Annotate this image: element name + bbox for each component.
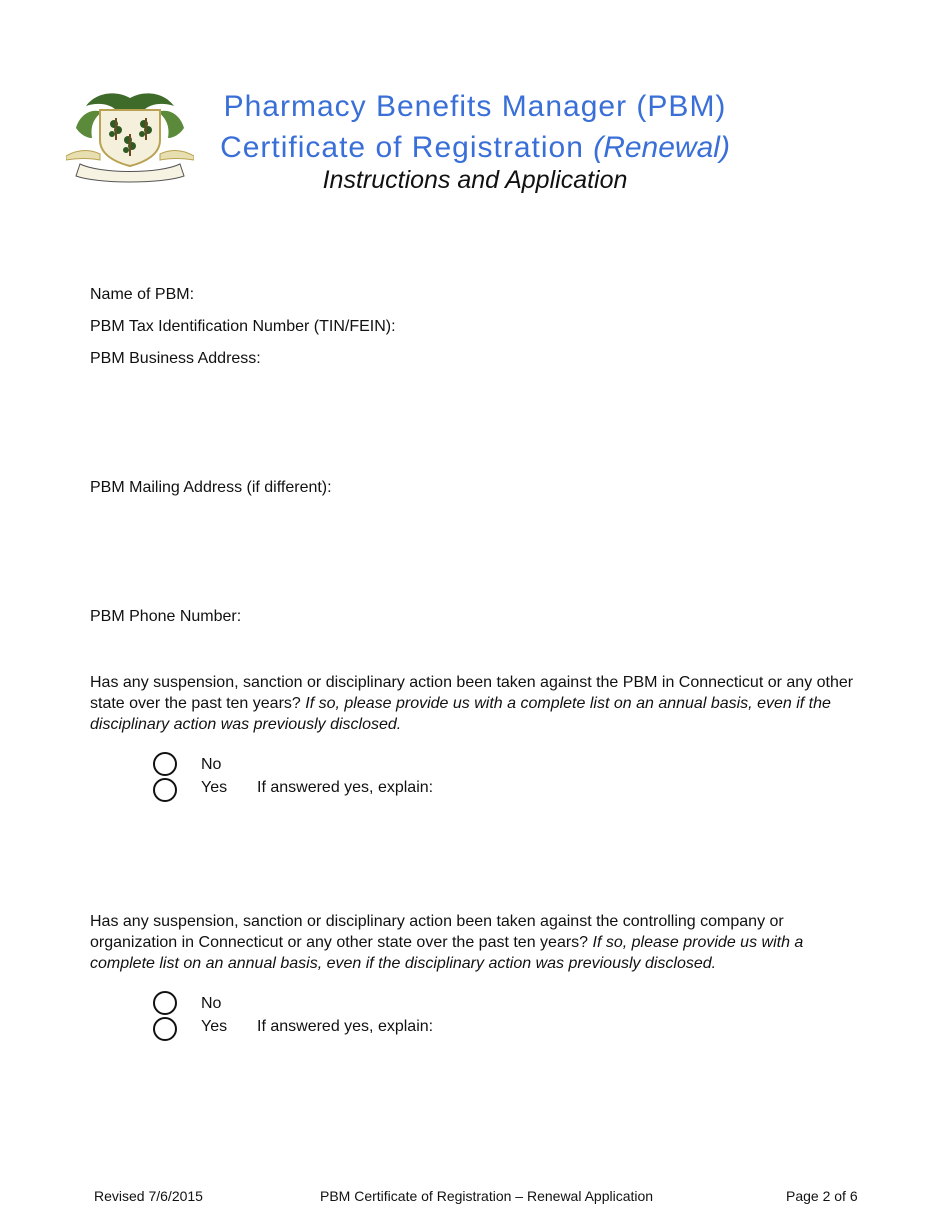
question-text: Has any suspension, sanction or disciplinary action been taken against the PBM in Connecticut or any other state over the past ten years? bbox=[90, 674, 854, 712]
title-line-2: Certificate of Registration bbox=[220, 131, 584, 164]
form-title-line-2 bbox=[190, 129, 760, 167]
title-line-1: Pharmacy Benefits Manager (PBM) bbox=[223, 90, 727, 123]
pbm-name-label: Name of PBM: bbox=[90, 286, 195, 303]
q2-explain-label: If answered yes, explain: bbox=[257, 1018, 434, 1035]
pbm-phone-label: PBM Phone Number: bbox=[90, 608, 242, 625]
footer-page-number: Page 2 of 6 bbox=[786, 1188, 858, 1204]
state-seal-icon bbox=[66, 88, 194, 184]
footer-revised: Revised 7/6/2015 bbox=[94, 1188, 203, 1204]
form-subtitle: Instructions and Application bbox=[322, 166, 628, 194]
q1-no-label: No bbox=[201, 756, 222, 773]
q1-yes-radio[interactable] bbox=[153, 778, 177, 802]
question-note: If so, please provide us with a complete list on an annual basis, even if the disciplinary action was previously disclosed. bbox=[90, 695, 831, 733]
pbm-business-address-label: PBM Business Address: bbox=[90, 350, 261, 367]
question-note: If so, please provide us with a complete list on an annual basis, even if the disciplinary action was previously disclosed. bbox=[90, 934, 804, 972]
pbm-tin-label: PBM Tax Identification Number (TIN/FEIN): bbox=[90, 318, 396, 335]
q1-no-radio[interactable] bbox=[153, 752, 177, 776]
footer-doc-title: PBM Certificate of Registration – Renewal Application bbox=[320, 1188, 654, 1204]
question-text: Has any suspension, sanction or disciplinary action been taken against the controlling company or organization in Connecticut or any other state over the past ten years? bbox=[90, 913, 784, 951]
question-company-discipline bbox=[90, 911, 860, 974]
q1-explain-label: If answered yes, explain: bbox=[257, 779, 434, 796]
title-renewal: (Renewal) bbox=[593, 131, 730, 164]
q2-no-radio[interactable] bbox=[153, 991, 177, 1015]
form-title bbox=[190, 88, 760, 126]
q1-yes-label: Yes bbox=[201, 779, 228, 796]
question-pbm-discipline bbox=[90, 672, 860, 735]
q2-no-label: No bbox=[201, 995, 222, 1012]
q2-yes-radio[interactable] bbox=[153, 1017, 177, 1041]
pbm-mailing-address-label: PBM Mailing Address (if different): bbox=[90, 479, 332, 496]
q2-yes-label: Yes bbox=[201, 1018, 228, 1035]
